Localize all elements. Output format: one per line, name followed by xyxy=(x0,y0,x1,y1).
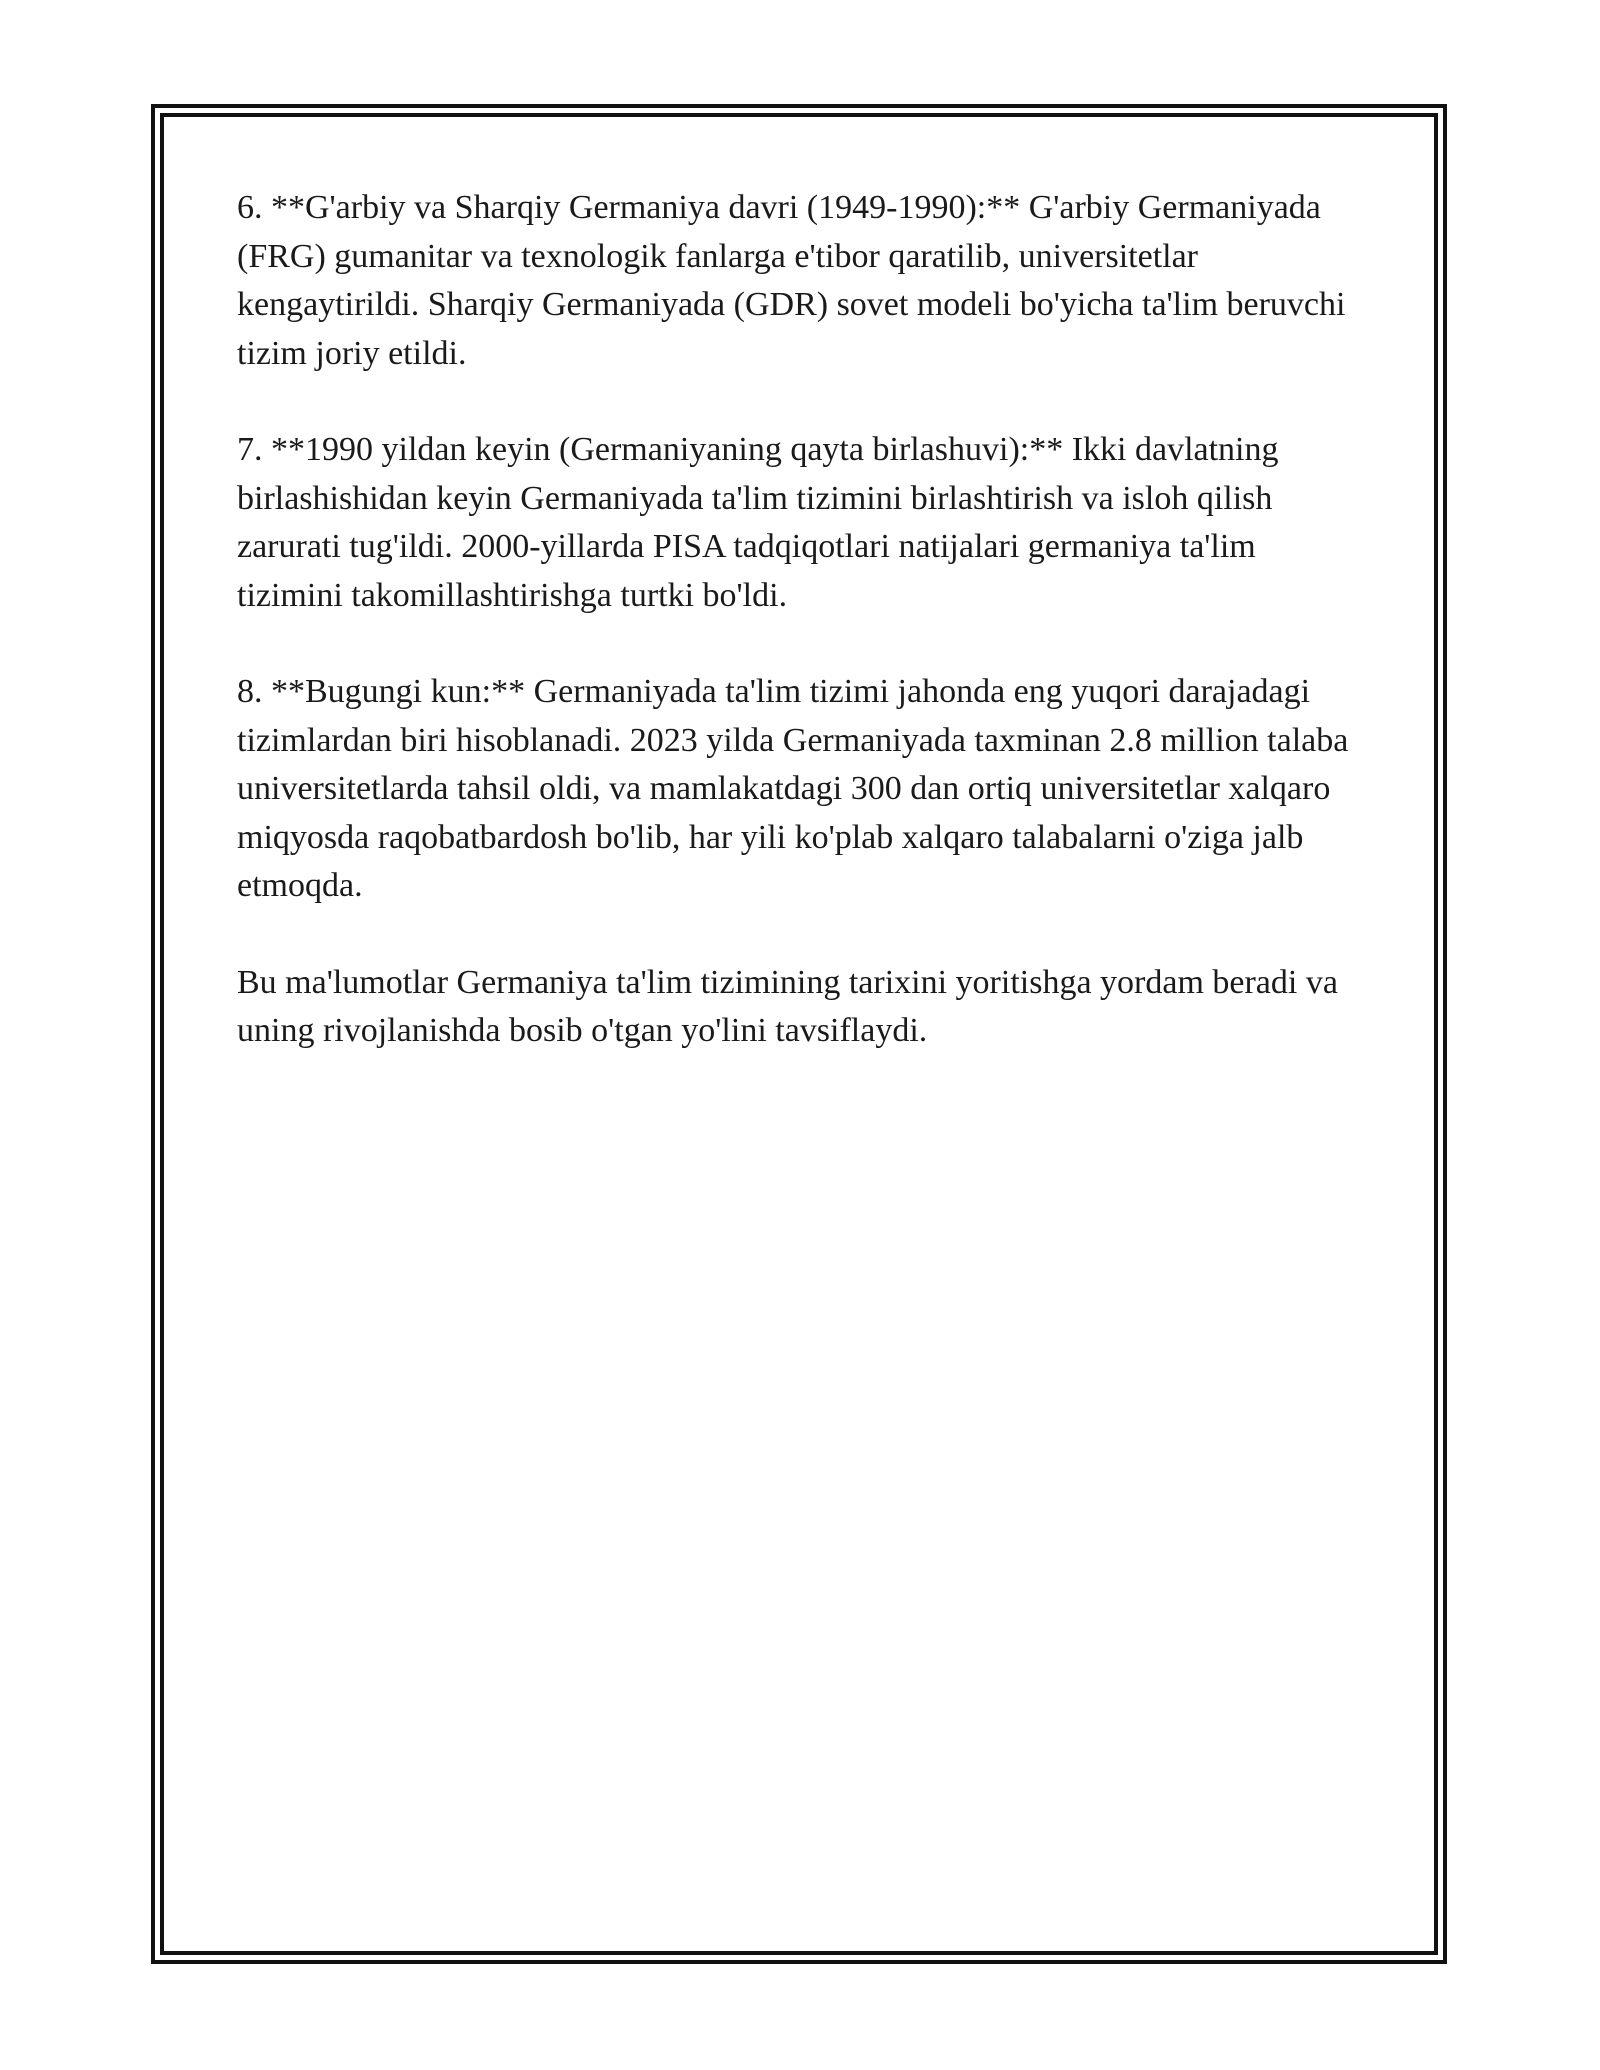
paragraph-section-6: 6. **G'arbiy va Sharqiy Germaniya davri (1949-1990):** G'arbiy Germaniyada (FRG) gumanitar va texnologik fanlarga e'tibor qaratilib, universitetlar kengaytirildi. Sharqiy Germaniyada (GDR) sovet modeli bo'yicha ta'lim beruvchi tizim joriy etildi. xyxy=(237,189,1346,372)
paragraph-section-7: 7. **1990 yildan keyin (Germaniyaning qayta birlashuvi):** Ikki davlatning birlashishidan keyin Germaniyada ta'lim tizimini birlashtirish va isloh qilish zarurati tug'ildi. 2000-yillarda PISA tadqiqotlari natijalari germaniya ta'lim tizimini takomillashtirishga turtki bo'ldi. xyxy=(237,431,1279,614)
paragraph-section-8: 8. **Bugungi kun:** Germaniyada ta'lim tizimi jahonda eng yuqori darajadagi tizimlardan biri hisoblanadi. 2023 yilda Germaniyada taxminan 2.8 million talaba universitetlarda tahsil oldi, va mamlakatdagi 300 dan ortiq universitetlar xalqaro miqyosda raqobatbardosh bo'lib, har yili ko'plab xalqaro talabalarni o'ziga jalb etmoqda. xyxy=(237,673,1349,904)
document-body xyxy=(237,184,1367,1104)
paragraph-conclusion: Bu ma'lumotlar Germaniya ta'lim tizimining tarixini yoritishga yordam beradi va uning rivojlanishda bosib o'tgan yo'lini tavsiflaydi. xyxy=(237,963,1338,1049)
